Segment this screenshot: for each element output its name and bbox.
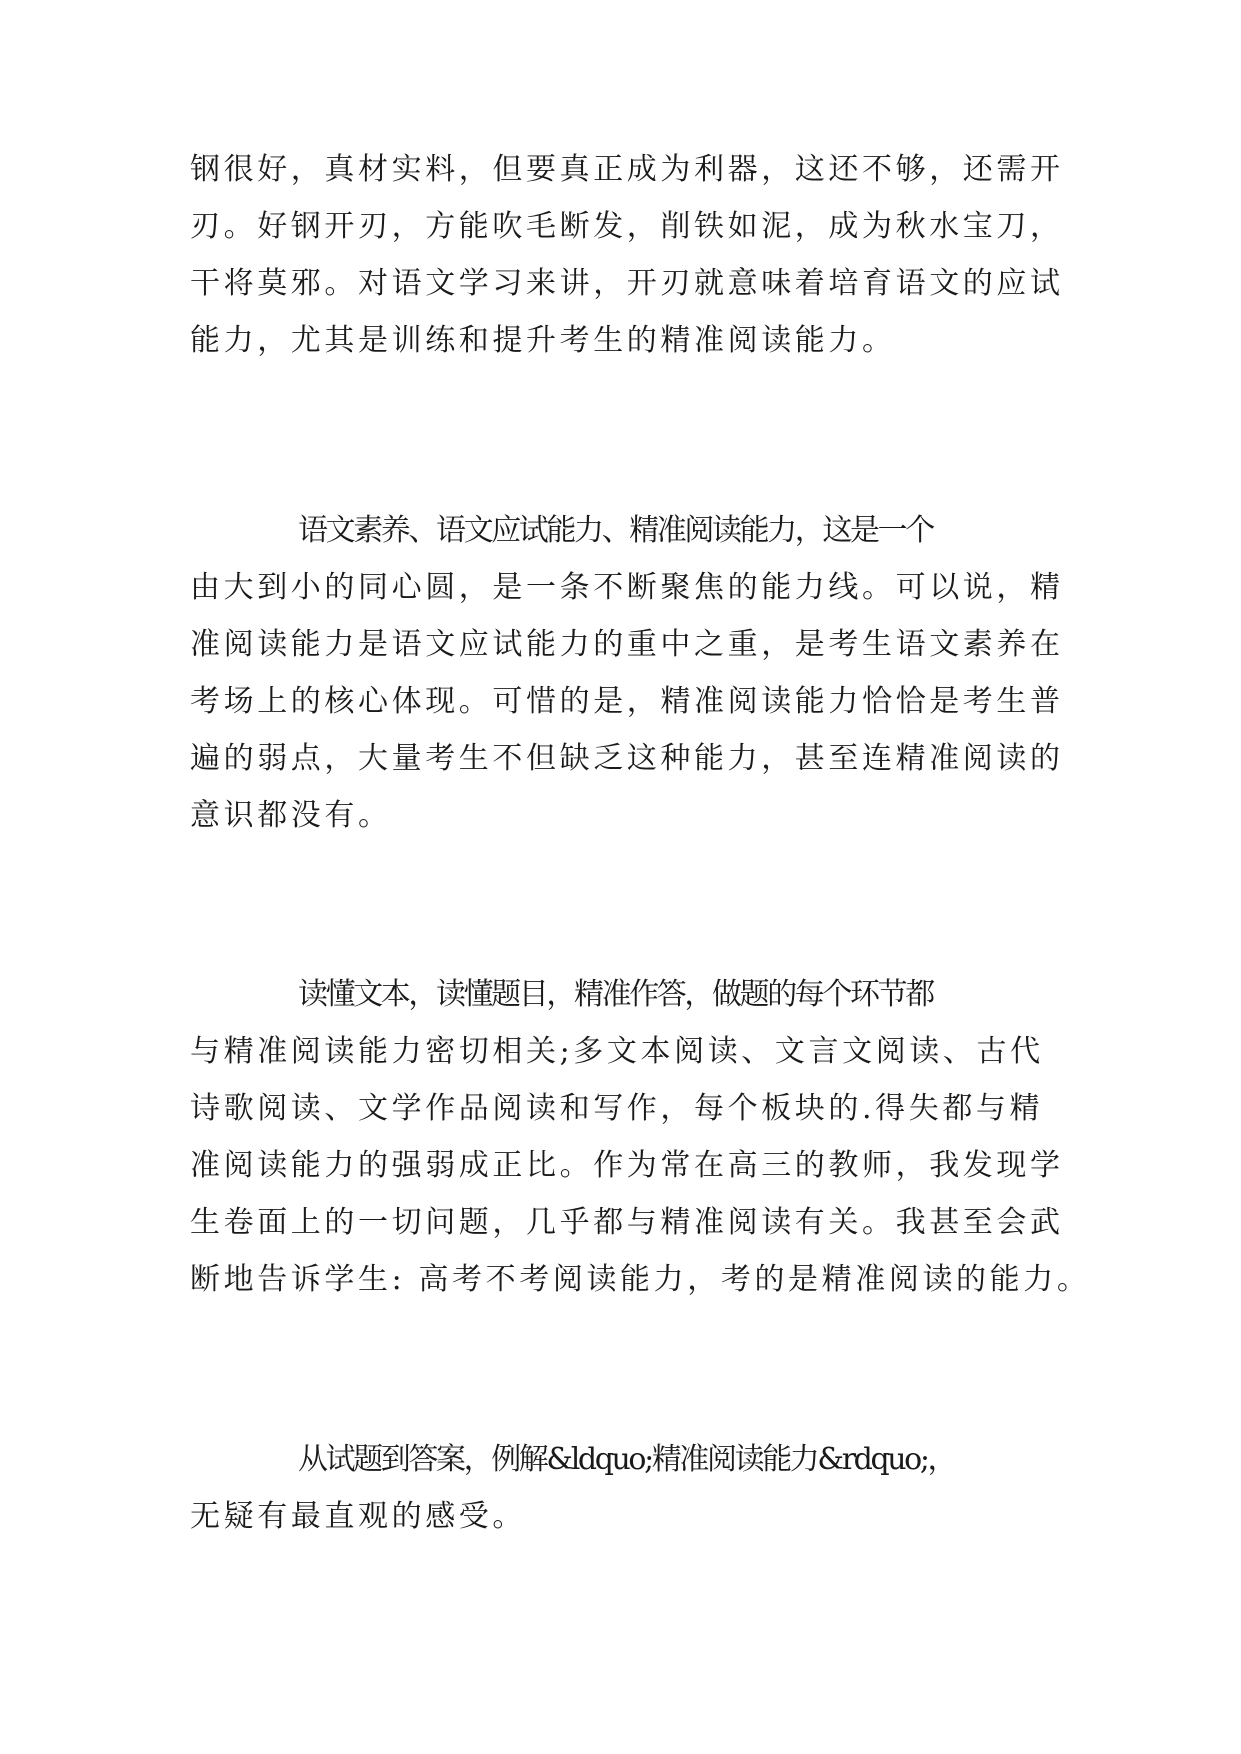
paragraph-2-line-2: 由大到小的同心圆，是一条不断聚焦的能力线。可以说，精 <box>190 570 1064 605</box>
paragraph-4-line-1: 从试题到答案，例解&ldquo;精准阅读能力&rdquo;， <box>298 1442 956 1477</box>
paragraph-2-line-6: 意识都没有。 <box>190 798 392 833</box>
paragraph-3-line-6: 断地告诉学生: 高考不考阅读能力，考的是精准阅读的能力。 <box>190 1262 1091 1297</box>
paragraph-1-line-2: 刃。好钢开刃，方能吹毛断发，削铁如泥，成为秋水宝刀， <box>190 209 1064 244</box>
paragraph-2-line-4: 考场上的核心体现。可惜的是，精准阅读能力恰恰是考生普 <box>190 684 1064 719</box>
paragraph-3-line-1: 读懂文本，读懂题目，精准作答，做题的每个环节都 <box>298 977 933 1012</box>
paragraph-3-line-4: 准阅读能力的强弱成正比。作为常在高三的教师，我发现学 <box>190 1148 1064 1183</box>
paragraph-1-line-3: 干将莫邪。对语文学习来讲，开刃就意味着培育语文的应试 <box>190 266 1064 301</box>
paragraph-3-line-5: 生卷面上的一切问题，几乎都与精准阅读有关。我甚至会武 <box>190 1205 1064 1240</box>
paragraph-1-line-4: 能力，尤其是训练和提升考生的精准阅读能力。 <box>190 323 896 358</box>
paragraph-1-line-1: 钢很好，真材实料，但要真正成为利器，这还不够，还需开 <box>190 152 1064 187</box>
paragraph-4-line-2: 无疑有最直观的感受。 <box>190 1499 526 1534</box>
paragraph-3-line-3: 诗歌阅读、文学作品阅读和写作，每个板块的.得失都与精 <box>190 1091 1044 1126</box>
paragraph-2-line-5: 遍的弱点，大量考生不但缺乏这种能力，甚至连精准阅读的 <box>190 741 1064 776</box>
paragraph-3-line-2: 与精准阅读能力密切相关;多文本阅读、文言文阅读、古代 <box>190 1034 1044 1069</box>
paragraph-2-line-1: 语文素养、语文应试能力、精准阅读能力，这是一个 <box>298 513 933 548</box>
paragraph-2-line-3: 准阅读能力是语文应试能力的重中之重，是考生语文素养在 <box>190 627 1064 662</box>
